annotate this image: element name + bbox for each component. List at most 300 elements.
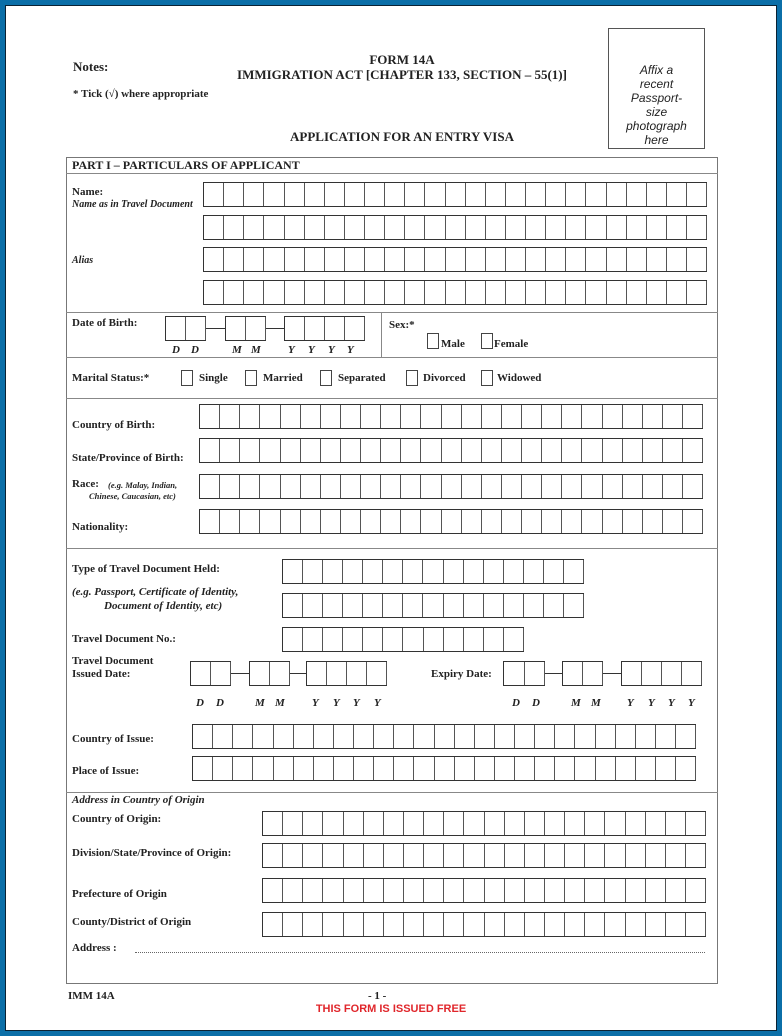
char-cell[interactable] — [381, 439, 401, 462]
char-cell[interactable] — [323, 628, 343, 651]
char-cell[interactable] — [616, 725, 636, 748]
char-cell[interactable] — [341, 439, 361, 462]
char-cell[interactable] — [343, 628, 363, 651]
char-cell[interactable] — [321, 475, 341, 498]
char-cell[interactable] — [285, 317, 305, 340]
char-cell[interactable] — [546, 183, 566, 206]
dob-year-field[interactable] — [284, 316, 365, 341]
char-cell[interactable] — [562, 475, 582, 498]
char-cell[interactable] — [442, 405, 462, 428]
name-field-2[interactable] — [203, 215, 707, 240]
char-cell[interactable] — [384, 844, 404, 867]
place-issue-field[interactable] — [192, 756, 696, 781]
char-cell[interactable] — [683, 475, 703, 498]
country-issue-field[interactable] — [192, 724, 696, 749]
dob-day-field[interactable] — [165, 316, 206, 341]
char-cell[interactable] — [334, 725, 354, 748]
division-field[interactable] — [262, 843, 706, 868]
char-cell[interactable] — [323, 812, 343, 835]
char-cell[interactable] — [647, 216, 667, 239]
char-cell[interactable] — [623, 439, 643, 462]
char-cell[interactable] — [224, 281, 244, 304]
char-cell[interactable] — [475, 757, 495, 780]
char-cell[interactable] — [213, 725, 233, 748]
char-cell[interactable] — [482, 439, 502, 462]
char-cell[interactable] — [381, 405, 401, 428]
char-cell[interactable] — [683, 405, 703, 428]
char-cell[interactable] — [582, 475, 602, 498]
char-cell[interactable] — [607, 183, 627, 206]
char-cell[interactable] — [364, 879, 384, 902]
char-cell[interactable] — [343, 560, 363, 583]
char-cell[interactable] — [233, 757, 253, 780]
char-cell[interactable] — [502, 439, 522, 462]
char-cell[interactable] — [414, 757, 434, 780]
char-cell[interactable] — [564, 594, 584, 617]
female-checkbox[interactable] — [481, 333, 493, 349]
char-cell[interactable] — [444, 628, 464, 651]
char-cell[interactable] — [384, 913, 404, 936]
married-checkbox[interactable] — [245, 370, 257, 386]
char-cell[interactable] — [627, 183, 647, 206]
char-cell[interactable] — [455, 757, 475, 780]
char-cell[interactable] — [281, 405, 301, 428]
char-cell[interactable] — [381, 510, 401, 533]
char-cell[interactable] — [505, 913, 525, 936]
char-cell[interactable] — [667, 248, 687, 271]
char-cell[interactable] — [404, 913, 424, 936]
char-cell[interactable] — [253, 757, 273, 780]
char-cell[interactable] — [200, 510, 220, 533]
char-cell[interactable] — [544, 560, 564, 583]
char-cell[interactable] — [321, 439, 341, 462]
char-cell[interactable] — [383, 560, 403, 583]
char-cell[interactable] — [226, 317, 246, 340]
char-cell[interactable] — [505, 812, 525, 835]
char-cell[interactable] — [264, 216, 284, 239]
char-cell[interactable] — [303, 628, 323, 651]
char-cell[interactable] — [623, 475, 643, 498]
char-cell[interactable] — [642, 662, 662, 685]
separated-checkbox[interactable] — [320, 370, 332, 386]
char-cell[interactable] — [515, 757, 535, 780]
char-cell[interactable] — [562, 439, 582, 462]
char-cell[interactable] — [283, 913, 303, 936]
char-cell[interactable] — [446, 216, 466, 239]
expiry-year-field[interactable] — [621, 661, 702, 686]
char-cell[interactable] — [363, 594, 383, 617]
char-cell[interactable] — [596, 757, 616, 780]
char-cell[interactable] — [244, 281, 264, 304]
char-cell[interactable] — [283, 844, 303, 867]
char-cell[interactable] — [364, 812, 384, 835]
char-cell[interactable] — [305, 281, 325, 304]
char-cell[interactable] — [404, 879, 424, 902]
char-cell[interactable] — [687, 281, 707, 304]
char-cell[interactable] — [385, 216, 405, 239]
char-cell[interactable] — [466, 216, 486, 239]
char-cell[interactable] — [305, 216, 325, 239]
char-cell[interactable] — [686, 812, 706, 835]
char-cell[interactable] — [414, 725, 434, 748]
char-cell[interactable] — [283, 812, 303, 835]
char-cell[interactable] — [423, 560, 443, 583]
char-cell[interactable] — [301, 405, 321, 428]
char-cell[interactable] — [627, 281, 647, 304]
char-cell[interactable] — [263, 812, 283, 835]
char-cell[interactable] — [486, 183, 506, 206]
char-cell[interactable] — [421, 510, 441, 533]
char-cell[interactable] — [281, 510, 301, 533]
char-cell[interactable] — [636, 757, 656, 780]
char-cell[interactable] — [626, 879, 646, 902]
char-cell[interactable] — [233, 725, 253, 748]
char-cell[interactable] — [365, 216, 385, 239]
char-cell[interactable] — [405, 248, 425, 271]
char-cell[interactable] — [403, 594, 423, 617]
char-cell[interactable] — [294, 725, 314, 748]
char-cell[interactable] — [646, 913, 666, 936]
char-cell[interactable] — [444, 594, 464, 617]
char-cell[interactable] — [575, 757, 595, 780]
char-cell[interactable] — [482, 475, 502, 498]
char-cell[interactable] — [325, 183, 345, 206]
char-cell[interactable] — [444, 913, 464, 936]
char-cell[interactable] — [384, 812, 404, 835]
char-cell[interactable] — [583, 662, 603, 685]
char-cell[interactable] — [244, 248, 264, 271]
char-cell[interactable] — [546, 281, 566, 304]
char-cell[interactable] — [562, 405, 582, 428]
char-cell[interactable] — [166, 317, 186, 340]
char-cell[interactable] — [524, 560, 544, 583]
char-cell[interactable] — [385, 183, 405, 206]
char-cell[interactable] — [341, 475, 361, 498]
char-cell[interactable] — [354, 725, 374, 748]
char-cell[interactable] — [303, 913, 323, 936]
char-cell[interactable] — [220, 475, 240, 498]
char-cell[interactable] — [555, 725, 575, 748]
char-cell[interactable] — [240, 510, 260, 533]
char-cell[interactable] — [464, 913, 484, 936]
char-cell[interactable] — [542, 510, 562, 533]
char-cell[interactable] — [213, 757, 233, 780]
char-cell[interactable] — [526, 183, 546, 206]
char-cell[interactable] — [566, 281, 586, 304]
char-cell[interactable] — [586, 281, 606, 304]
char-cell[interactable] — [586, 248, 606, 271]
char-cell[interactable] — [361, 405, 381, 428]
char-cell[interactable] — [314, 757, 334, 780]
char-cell[interactable] — [524, 594, 544, 617]
char-cell[interactable] — [676, 757, 696, 780]
char-cell[interactable] — [525, 913, 545, 936]
char-cell[interactable] — [303, 879, 323, 902]
char-cell[interactable] — [522, 510, 542, 533]
char-cell[interactable] — [323, 560, 343, 583]
char-cell[interactable] — [274, 757, 294, 780]
issued-month-field[interactable] — [249, 661, 290, 686]
char-cell[interactable] — [686, 913, 706, 936]
char-cell[interactable] — [485, 812, 505, 835]
divorced-checkbox[interactable] — [406, 370, 418, 386]
char-cell[interactable] — [504, 560, 524, 583]
char-cell[interactable] — [622, 662, 642, 685]
char-cell[interactable] — [643, 475, 663, 498]
char-cell[interactable] — [246, 317, 266, 340]
char-cell[interactable] — [686, 879, 706, 902]
char-cell[interactable] — [424, 812, 444, 835]
photo-box[interactable] — [608, 28, 705, 149]
char-cell[interactable] — [365, 183, 385, 206]
char-cell[interactable] — [565, 913, 585, 936]
char-cell[interactable] — [405, 183, 425, 206]
doc-type-field-1[interactable] — [282, 559, 584, 584]
char-cell[interactable] — [687, 216, 707, 239]
widowed-checkbox[interactable] — [481, 370, 493, 386]
char-cell[interactable] — [486, 248, 506, 271]
char-cell[interactable] — [585, 844, 605, 867]
char-cell[interactable] — [504, 662, 525, 685]
char-cell[interactable] — [545, 844, 565, 867]
char-cell[interactable] — [305, 317, 325, 340]
char-cell[interactable] — [344, 812, 364, 835]
char-cell[interactable] — [344, 844, 364, 867]
prefecture-field[interactable] — [262, 878, 706, 903]
char-cell[interactable] — [565, 844, 585, 867]
char-cell[interactable] — [220, 439, 240, 462]
char-cell[interactable] — [462, 475, 482, 498]
char-cell[interactable] — [646, 844, 666, 867]
char-cell[interactable] — [283, 560, 303, 583]
char-cell[interactable] — [525, 662, 546, 685]
char-cell[interactable] — [486, 281, 506, 304]
char-cell[interactable] — [462, 405, 482, 428]
char-cell[interactable] — [575, 725, 595, 748]
char-cell[interactable] — [281, 439, 301, 462]
char-cell[interactable] — [305, 248, 325, 271]
char-cell[interactable] — [466, 281, 486, 304]
char-cell[interactable] — [546, 248, 566, 271]
char-cell[interactable] — [535, 757, 555, 780]
char-cell[interactable] — [667, 281, 687, 304]
char-cell[interactable] — [374, 757, 394, 780]
char-cell[interactable] — [421, 405, 441, 428]
char-cell[interactable] — [585, 913, 605, 936]
char-cell[interactable] — [401, 475, 421, 498]
char-cell[interactable] — [647, 183, 667, 206]
char-cell[interactable] — [586, 216, 606, 239]
char-cell[interactable] — [325, 248, 345, 271]
county-field[interactable] — [262, 912, 706, 937]
char-cell[interactable] — [204, 216, 224, 239]
char-cell[interactable] — [264, 183, 284, 206]
char-cell[interactable] — [667, 183, 687, 206]
char-cell[interactable] — [566, 183, 586, 206]
char-cell[interactable] — [383, 594, 403, 617]
char-cell[interactable] — [464, 812, 484, 835]
char-cell[interactable] — [285, 281, 305, 304]
char-cell[interactable] — [663, 405, 683, 428]
char-cell[interactable] — [344, 879, 364, 902]
dob-month-field[interactable] — [225, 316, 266, 341]
char-cell[interactable] — [484, 628, 504, 651]
char-cell[interactable] — [505, 879, 525, 902]
alias-field-1[interactable] — [203, 247, 707, 272]
char-cell[interactable] — [582, 439, 602, 462]
char-cell[interactable] — [522, 405, 542, 428]
char-cell[interactable] — [545, 879, 565, 902]
char-cell[interactable] — [361, 510, 381, 533]
char-cell[interactable] — [323, 879, 343, 902]
char-cell[interactable] — [603, 510, 623, 533]
char-cell[interactable] — [663, 510, 683, 533]
char-cell[interactable] — [687, 248, 707, 271]
char-cell[interactable] — [220, 510, 240, 533]
char-cell[interactable] — [244, 216, 264, 239]
char-cell[interactable] — [200, 475, 220, 498]
char-cell[interactable] — [686, 844, 706, 867]
char-cell[interactable] — [683, 439, 703, 462]
char-cell[interactable] — [666, 879, 686, 902]
char-cell[interactable] — [321, 405, 341, 428]
char-cell[interactable] — [401, 439, 421, 462]
char-cell[interactable] — [482, 405, 502, 428]
char-cell[interactable] — [542, 439, 562, 462]
char-cell[interactable] — [220, 405, 240, 428]
char-cell[interactable] — [323, 913, 343, 936]
char-cell[interactable] — [285, 216, 305, 239]
char-cell[interactable] — [260, 510, 280, 533]
char-cell[interactable] — [485, 879, 505, 902]
char-cell[interactable] — [401, 510, 421, 533]
char-cell[interactable] — [605, 879, 625, 902]
char-cell[interactable] — [502, 405, 522, 428]
char-cell[interactable] — [401, 405, 421, 428]
char-cell[interactable] — [374, 725, 394, 748]
char-cell[interactable] — [341, 405, 361, 428]
nationality-field[interactable] — [199, 509, 703, 534]
char-cell[interactable] — [666, 913, 686, 936]
char-cell[interactable] — [484, 594, 504, 617]
char-cell[interactable] — [345, 317, 365, 340]
char-cell[interactable] — [486, 216, 506, 239]
char-cell[interactable] — [585, 879, 605, 902]
char-cell[interactable] — [446, 248, 466, 271]
char-cell[interactable] — [647, 281, 667, 304]
char-cell[interactable] — [484, 560, 504, 583]
char-cell[interactable] — [564, 560, 584, 583]
char-cell[interactable] — [394, 725, 414, 748]
char-cell[interactable] — [204, 183, 224, 206]
char-cell[interactable] — [582, 510, 602, 533]
char-cell[interactable] — [323, 594, 343, 617]
char-cell[interactable] — [186, 317, 206, 340]
char-cell[interactable] — [647, 248, 667, 271]
char-cell[interactable] — [240, 405, 260, 428]
char-cell[interactable] — [345, 216, 365, 239]
char-cell[interactable] — [603, 405, 623, 428]
char-cell[interactable] — [466, 248, 486, 271]
char-cell[interactable] — [663, 475, 683, 498]
char-cell[interactable] — [424, 879, 444, 902]
char-cell[interactable] — [404, 812, 424, 835]
char-cell[interactable] — [522, 475, 542, 498]
char-cell[interactable] — [562, 510, 582, 533]
char-cell[interactable] — [301, 510, 321, 533]
char-cell[interactable] — [385, 248, 405, 271]
char-cell[interactable] — [394, 757, 414, 780]
char-cell[interactable] — [656, 757, 676, 780]
char-cell[interactable] — [535, 725, 555, 748]
char-cell[interactable] — [495, 725, 515, 748]
expiry-day-field[interactable] — [503, 661, 545, 686]
char-cell[interactable] — [283, 879, 303, 902]
char-cell[interactable] — [240, 475, 260, 498]
char-cell[interactable] — [204, 281, 224, 304]
char-cell[interactable] — [544, 594, 564, 617]
char-cell[interactable] — [656, 725, 676, 748]
single-checkbox[interactable] — [181, 370, 193, 386]
char-cell[interactable] — [301, 439, 321, 462]
char-cell[interactable] — [325, 216, 345, 239]
char-cell[interactable] — [462, 510, 482, 533]
char-cell[interactable] — [361, 475, 381, 498]
char-cell[interactable] — [367, 662, 387, 685]
char-cell[interactable] — [270, 662, 290, 685]
char-cell[interactable] — [464, 844, 484, 867]
char-cell[interactable] — [482, 510, 502, 533]
char-cell[interactable] — [193, 757, 213, 780]
char-cell[interactable] — [475, 725, 495, 748]
char-cell[interactable] — [502, 510, 522, 533]
char-cell[interactable] — [526, 248, 546, 271]
char-cell[interactable] — [545, 913, 565, 936]
char-cell[interactable] — [260, 405, 280, 428]
alias-field-2[interactable] — [203, 280, 707, 305]
char-cell[interactable] — [435, 725, 455, 748]
char-cell[interactable] — [285, 183, 305, 206]
char-cell[interactable] — [364, 913, 384, 936]
char-cell[interactable] — [200, 439, 220, 462]
char-cell[interactable] — [616, 757, 636, 780]
char-cell[interactable] — [303, 812, 323, 835]
char-cell[interactable] — [545, 812, 565, 835]
expiry-month-field[interactable] — [562, 661, 603, 686]
char-cell[interactable] — [384, 879, 404, 902]
char-cell[interactable] — [504, 628, 524, 651]
char-cell[interactable] — [425, 216, 445, 239]
char-cell[interactable] — [191, 662, 211, 685]
char-cell[interactable] — [464, 560, 484, 583]
char-cell[interactable] — [506, 281, 526, 304]
char-cell[interactable] — [546, 216, 566, 239]
char-cell[interactable] — [274, 725, 294, 748]
char-cell[interactable] — [343, 594, 363, 617]
char-cell[interactable] — [464, 628, 484, 651]
char-cell[interactable] — [385, 281, 405, 304]
char-cell[interactable] — [663, 439, 683, 462]
char-cell[interactable] — [526, 281, 546, 304]
char-cell[interactable] — [687, 183, 707, 206]
char-cell[interactable] — [607, 216, 627, 239]
char-cell[interactable] — [361, 439, 381, 462]
char-cell[interactable] — [627, 216, 647, 239]
char-cell[interactable] — [515, 725, 535, 748]
char-cell[interactable] — [250, 662, 270, 685]
char-cell[interactable] — [327, 662, 347, 685]
char-cell[interactable] — [193, 725, 213, 748]
